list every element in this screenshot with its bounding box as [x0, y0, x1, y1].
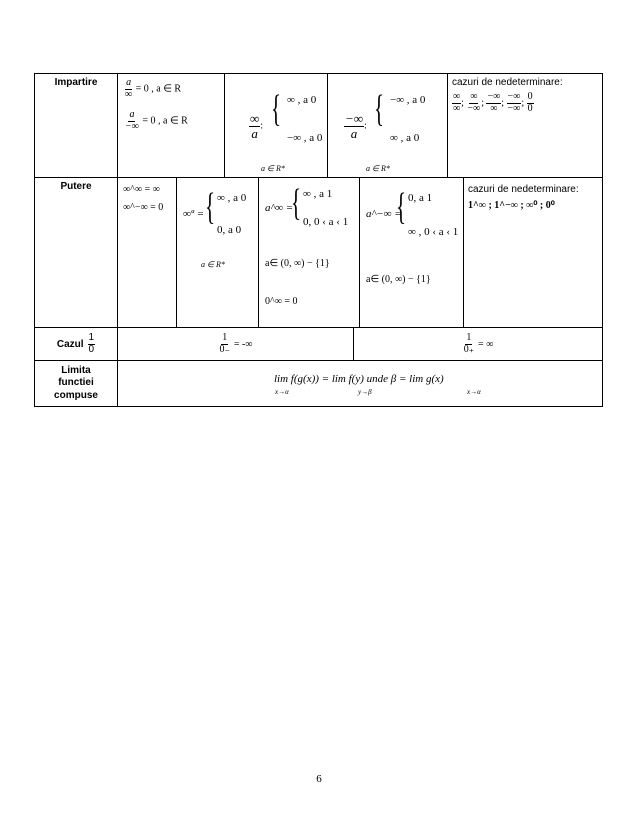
impartire-b-domain: a ∈ R* — [261, 164, 285, 173]
row-label-cazul: Cazul $\frac{1}{0}$ — [35, 328, 118, 360]
limita-formula: lim f(g(x)) = lim f(y) unde β = lim g(x) — [274, 373, 444, 385]
putere-c-extra: a∈ (0, ∞) − {1} — [366, 274, 431, 285]
limits-table — [34, 73, 603, 407]
putere-a-brace: { — [205, 186, 216, 228]
limita-sub2: y→β — [358, 388, 372, 396]
row-putere — [35, 178, 602, 328]
putere-b-bottom: 0, 0 ‹ a ‹ 1 — [303, 216, 349, 228]
impartire-c-frac: $\frac{-\infty}{a}$ : — [345, 111, 367, 141]
putere-indet-title: cazuri de nedeterminare: — [468, 184, 579, 195]
impartire-c-domain: a ∈ R* — [366, 164, 390, 173]
putere-c-bottom: ∞ , 0 ‹ a ‹ 1 — [408, 226, 459, 238]
putere-case-c — [360, 178, 464, 327]
putere-b-lhs: a^∞ = — [265, 202, 294, 214]
row-limita — [35, 361, 602, 406]
impartire-b-bottom: −∞ , a 0 — [287, 132, 323, 144]
row-label-impartire — [35, 74, 118, 177]
putere-a-bottom: 0, a 0 — [217, 224, 242, 236]
putere-case-a — [177, 178, 259, 327]
putere-c-top: 0, a 1 — [408, 192, 433, 204]
limita-sub3: x→α — [467, 388, 481, 396]
impartire-formula-a2: $\frac{a}{-\infty}$ = 0 , a ∈ R — [125, 109, 188, 132]
row-label-limita: Limita functiei compuse — [35, 361, 118, 406]
page-number: 6 — [316, 773, 322, 785]
putere-b-top: ∞ , a 1 — [303, 188, 333, 200]
impartire-indet-title: cazuri de nedeterminare: — [452, 77, 563, 88]
putere-b-zero: 0^∞ = 0 — [265, 296, 298, 307]
limita-sub1: x→α — [275, 388, 289, 396]
impartire-case-a — [118, 74, 225, 177]
limita-formula-cell — [118, 361, 602, 406]
cazul-label: Cazul — [56, 338, 84, 350]
impartire-b-brace: { — [271, 88, 282, 130]
impartire-c-brace: { — [374, 88, 385, 130]
putere-a-domain: a ∈ R* — [201, 260, 225, 269]
putere-c-brace: { — [396, 186, 407, 228]
impartire-c-top: −∞ , a 0 — [390, 94, 426, 106]
impartire-indeterminate — [448, 74, 602, 177]
row-impartire — [35, 74, 602, 178]
putere-case-b — [259, 178, 360, 327]
putere-label: Putere — [60, 181, 92, 192]
impartire-b-top: ∞ , a 0 — [287, 94, 317, 106]
row-cazul — [35, 328, 602, 361]
putere-indet-list: 1^∞ ; 1^−∞ ; ∞⁰ ; 0⁰ — [468, 200, 555, 211]
putere-p2: ∞^−∞ = 0 — [123, 202, 164, 213]
putere-b-brace: { — [291, 182, 302, 224]
impartire-b-frac: $\frac{\infty}{a}$ : — [250, 111, 264, 141]
putere-a-top: ∞ , a 0 — [217, 192, 247, 204]
cazul-right: $\frac{1}{0_+}$ = ∞ — [463, 332, 494, 355]
putere-c-lhs: a^−∞ = — [366, 208, 402, 220]
putere-p1: ∞^∞ = ∞ — [123, 184, 160, 195]
row-label-putere — [35, 178, 118, 327]
cazul-left: $\frac{1}{0_-}$ = -∞ — [118, 328, 354, 360]
impartire-formula-a1: $\frac{a}{\infty}$ = 0 , a ∈ R — [125, 77, 182, 100]
putere-indeterminate — [464, 178, 602, 327]
impartire-case-b — [225, 74, 328, 177]
putere-a-lhs: ∞ª = — [183, 208, 205, 220]
impartire-case-c — [328, 74, 448, 177]
putere-case-base — [118, 178, 177, 327]
impartire-indet-list: $\frac{\infty}{\infty}$ ; $\frac{\infty}{-\infty}$ ; $\frac{-\infty}{\infty}$ ; $\frac{-\infty}{-\infty}$ ; $\frac{0}{0}$ — [453, 91, 533, 114]
impartire-c-bottom: ∞ , a 0 — [390, 132, 420, 144]
putere-b-extra: a∈ (0, ∞) − {1} — [265, 258, 330, 269]
impartire-label: Impartire — [54, 77, 98, 88]
